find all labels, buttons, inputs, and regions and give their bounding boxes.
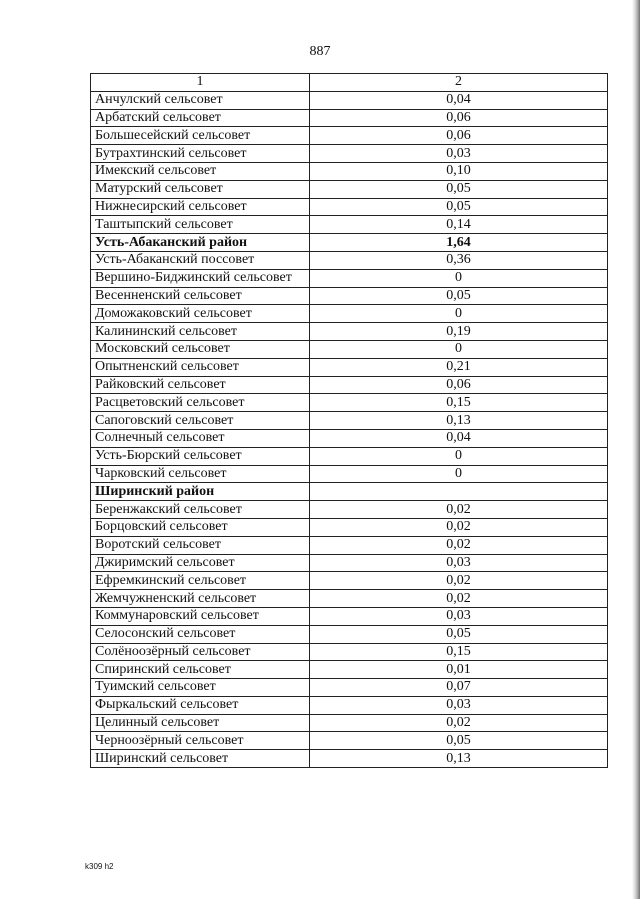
table-row	[91, 572, 608, 590]
row-name-cell: Солнечный сельсовет	[91, 429, 310, 447]
row-value-cell: 0,05	[310, 287, 608, 305]
row-name-cell: Нижнесирский сельсовет	[91, 198, 310, 216]
table-row	[91, 394, 608, 412]
row-value-cell: 0,02	[310, 590, 608, 608]
table-row	[91, 750, 608, 768]
row-value-cell: 1,64	[310, 234, 608, 252]
table-row	[91, 251, 608, 269]
row-name-cell: Сапоговский сельсовет	[91, 412, 310, 430]
row-name-cell: Расцветовский сельсовет	[91, 394, 310, 412]
table-row	[91, 216, 608, 234]
table-row	[91, 607, 608, 625]
row-name-cell: Калининский сельсовет	[91, 323, 310, 341]
header-row	[91, 74, 608, 92]
page-number: 887	[309, 44, 331, 59]
table-row	[91, 305, 608, 323]
row-name-cell: Чарковский сельсовет	[91, 465, 310, 483]
table-row	[91, 483, 608, 501]
row-value-cell: 0,14	[310, 216, 608, 234]
scan-edge	[632, 0, 640, 899]
row-name-cell: Усть-Абаканский поссовет	[91, 251, 310, 269]
table-row	[91, 287, 608, 305]
table-row	[91, 501, 608, 519]
row-value-cell: 0,02	[310, 536, 608, 554]
row-value-cell: 0,03	[310, 145, 608, 163]
table-row	[91, 145, 608, 163]
table-row	[91, 412, 608, 430]
table-row	[91, 536, 608, 554]
row-name-cell: Анчулский сельсовет	[91, 91, 310, 109]
row-value-cell: 0,02	[310, 572, 608, 590]
row-name-cell: Опытненский сельсовет	[91, 358, 310, 376]
row-value-cell: 0,36	[310, 251, 608, 269]
row-name-cell: Воротский сельсовет	[91, 536, 310, 554]
table-row	[91, 554, 608, 572]
row-name-cell: Коммунаровский сельсовет	[91, 607, 310, 625]
row-value-cell: 0,04	[310, 429, 608, 447]
row-value-cell: 0,19	[310, 323, 608, 341]
table-row	[91, 714, 608, 732]
row-value-cell: 0	[310, 305, 608, 323]
row-name-cell: Фыркальский сельсовет	[91, 696, 310, 714]
row-name-cell: Доможаковский сельсовет	[91, 305, 310, 323]
table-row	[91, 447, 608, 465]
row-value-cell: 0,04	[310, 91, 608, 109]
table-row	[91, 679, 608, 697]
row-value-cell: 0,05	[310, 198, 608, 216]
row-value-cell: 0,02	[310, 714, 608, 732]
row-value-cell: 0,06	[310, 127, 608, 145]
row-name-cell: Целинный сельсовет	[91, 714, 310, 732]
table-body	[91, 91, 608, 767]
table-row	[91, 180, 608, 198]
table-row	[91, 340, 608, 358]
row-value-cell: 0,06	[310, 109, 608, 127]
table-row	[91, 643, 608, 661]
row-value-cell: 0,15	[310, 394, 608, 412]
row-value-cell: 0	[310, 340, 608, 358]
table-row	[91, 465, 608, 483]
row-value-cell: 0,05	[310, 732, 608, 750]
row-name-cell: Усть-Бюрский сельсовет	[91, 447, 310, 465]
row-name-cell: Бутрахтинский сельсовет	[91, 145, 310, 163]
table-row	[91, 625, 608, 643]
row-name-cell: Весенненский сельсовет	[91, 287, 310, 305]
row-name-cell: Московский сельсовет	[91, 340, 310, 358]
table-row	[91, 91, 608, 109]
table-row	[91, 732, 608, 750]
row-value-cell	[310, 483, 608, 501]
row-name-cell: Вершино-Биджинский сельсовет	[91, 269, 310, 287]
table-row	[91, 323, 608, 341]
row-value-cell: 0,03	[310, 554, 608, 572]
row-value-cell: 0,03	[310, 696, 608, 714]
row-name-cell: Арбатский сельсовет	[91, 109, 310, 127]
table-row	[91, 429, 608, 447]
row-name-cell: Райковский сельсовет	[91, 376, 310, 394]
row-name-cell: Солёноозёрный сельсовет	[91, 643, 310, 661]
row-name-cell: Усть-Абаканский район	[91, 234, 310, 252]
row-name-cell: Ширинский сельсовет	[91, 750, 310, 768]
row-name-cell: Туимский сельсовет	[91, 679, 310, 697]
table-row	[91, 198, 608, 216]
table-row	[91, 162, 608, 180]
row-name-cell: Ефремкинский сельсовет	[91, 572, 310, 590]
row-value-cell: 0,05	[310, 625, 608, 643]
table-row	[91, 358, 608, 376]
table-row	[91, 590, 608, 608]
row-value-cell: 0	[310, 465, 608, 483]
row-name-cell: Джиримский сельсовет	[91, 554, 310, 572]
row-name-cell: Таштыпский сельсовет	[91, 216, 310, 234]
row-name-cell: Борцовский сельсовет	[91, 518, 310, 536]
table-header	[91, 74, 608, 92]
table-row	[91, 518, 608, 536]
row-name-cell: Беренжакский сельсовет	[91, 501, 310, 519]
row-name-cell: Матурский сельсовет	[91, 180, 310, 198]
row-name-cell: Имекский сельсовет	[91, 162, 310, 180]
row-value-cell: 0,13	[310, 412, 608, 430]
table-row	[91, 127, 608, 145]
table-row	[91, 661, 608, 679]
row-value-cell: 0,06	[310, 376, 608, 394]
data-table	[90, 73, 608, 768]
row-value-cell: 0,13	[310, 750, 608, 768]
row-value-cell: 0,02	[310, 501, 608, 519]
row-value-cell: 0	[310, 269, 608, 287]
row-value-cell: 0,15	[310, 643, 608, 661]
table-row	[91, 376, 608, 394]
row-value-cell: 0,02	[310, 518, 608, 536]
row-value-cell: 0,10	[310, 162, 608, 180]
footer-code: k309 h2	[85, 862, 114, 871]
row-value-cell: 0	[310, 447, 608, 465]
row-name-cell: Спиринский сельсовет	[91, 661, 310, 679]
row-name-cell: Большесейский сельсовет	[91, 127, 310, 145]
row-value-cell: 0,05	[310, 180, 608, 198]
row-value-cell: 0,01	[310, 661, 608, 679]
table-row	[91, 269, 608, 287]
row-value-cell: 0,07	[310, 679, 608, 697]
column-header-1: 1	[91, 74, 310, 92]
row-name-cell: Жемчужненский сельсовет	[91, 590, 310, 608]
table-row	[91, 234, 608, 252]
table-row	[91, 109, 608, 127]
row-name-cell: Ширинский район	[91, 483, 310, 501]
row-name-cell: Селосонский сельсовет	[91, 625, 310, 643]
row-name-cell: Черноозёрный сельсовет	[91, 732, 310, 750]
row-value-cell: 0,21	[310, 358, 608, 376]
table-row	[91, 696, 608, 714]
column-header-2: 2	[310, 74, 608, 92]
row-value-cell: 0,03	[310, 607, 608, 625]
